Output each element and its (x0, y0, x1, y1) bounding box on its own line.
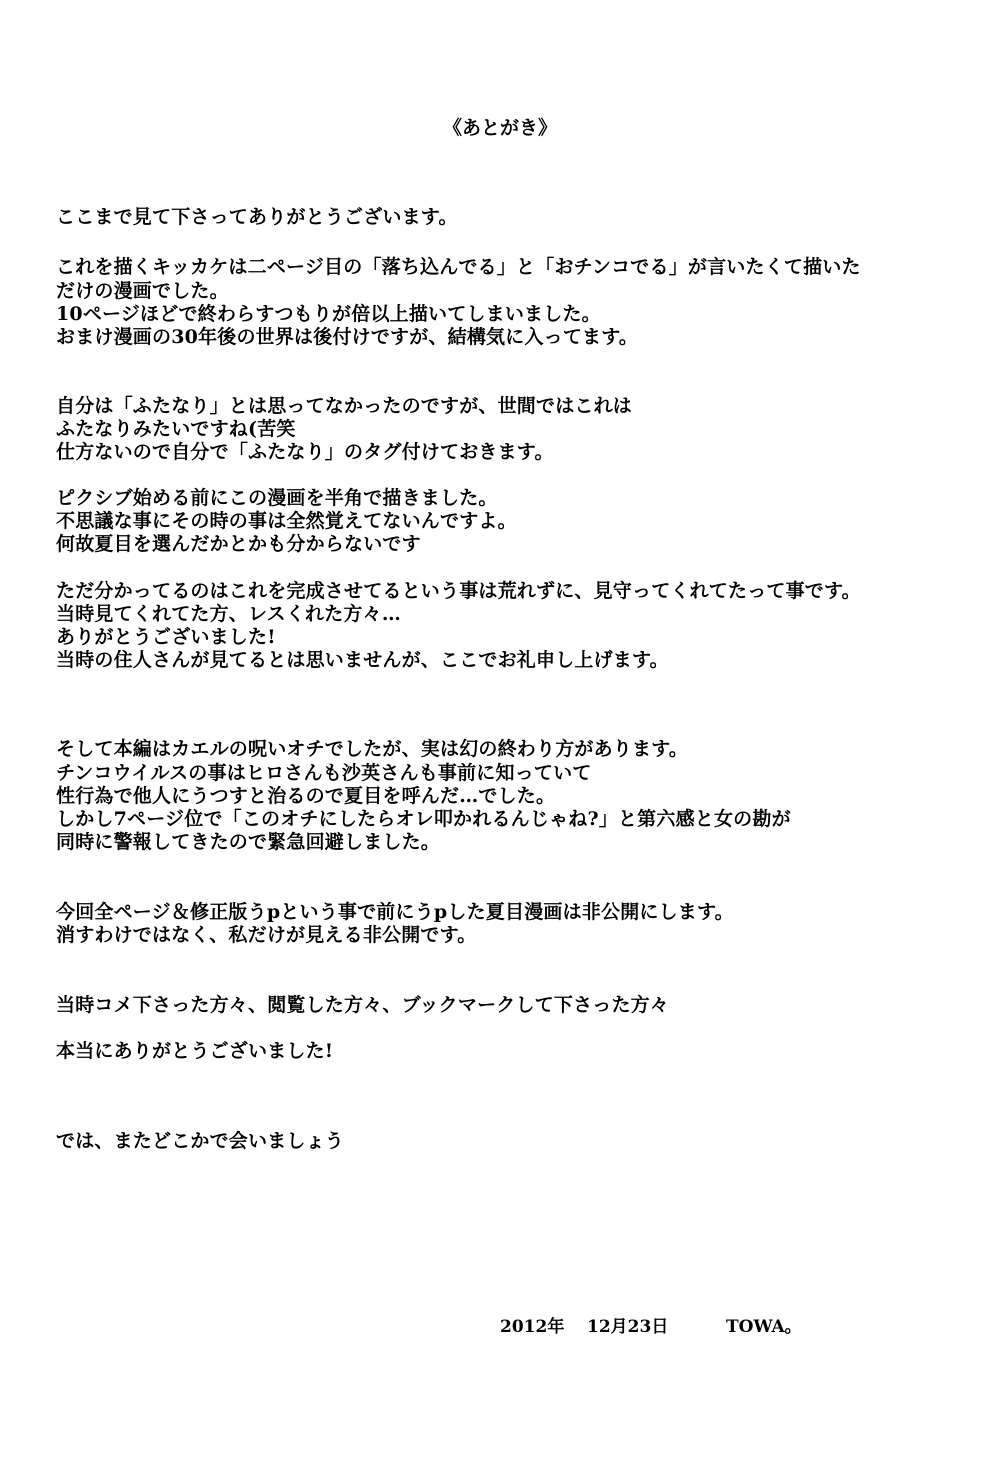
text-line: 10ページほどで終わらすつもりが倍以上描いてしまいました。 (56, 303, 601, 325)
text-line: そして本編はカエルの呪いオチでしたが、実は幻の終わり方があります。 (56, 738, 689, 760)
text-line: 何故夏目を選んだかとかも分からないです (56, 533, 421, 555)
text-line: 不思議な事にその時の事は全然覚えてないんですよ。 (56, 510, 517, 532)
text-line: 消すわけではなく、私だけが見える非公開です。 (56, 924, 477, 946)
text-line: では、またどこかで会いましょう (56, 1130, 345, 1152)
text-line: ただ分かってるのはこれを完成させてるという事は荒れずに、見守ってくれてたって事です。 (56, 580, 861, 602)
text-line: ピクシブ始める前にこの漫画を半角で描きました。 (56, 487, 498, 509)
text-line: しかし7ページ位で「このオチにしたらオレ叩かれるんじゃね?」と第六感と女の勘が (56, 808, 791, 830)
signature-author: TOWA。 (726, 1317, 802, 1337)
text-line: ありがとうございました! (56, 626, 276, 648)
text-line: 仕方ないので自分で「ふたなり」のタグ付けておきます。 (56, 441, 554, 463)
text-line: 当時コメ下さった方々、閲覧した方々、ブックマークして下さった方々 (56, 994, 670, 1016)
text-line: だけの漫画でした。 (56, 280, 229, 302)
text-line: おまけ漫画の30年後の世界は後付けですが、結構気に入ってます。 (56, 326, 639, 348)
afterword-title: 《あとがき》 (442, 117, 557, 139)
text-line: 当時見てくれてた方、レスくれた方々… (56, 603, 402, 625)
text-line: 自分は「ふたなり」とは思ってなかったのですが、世間ではこれは (56, 395, 633, 417)
text-line: ふたなりみたいですね(苦笑 (56, 418, 296, 440)
text-line: 当時の住人さんが見てるとは思いませんが、ここでお礼申し上げます。 (56, 649, 669, 671)
text-line: 性行為で他人にうつすと治るので夏目を呼んだ…でした。 (56, 785, 556, 807)
text-line: 本当にありがとうございました! (56, 1040, 334, 1062)
signature-date: 12月23日 (587, 1317, 669, 1337)
signature-year: 2012年 (500, 1317, 565, 1337)
text-line: 同時に警報してきたので緊急回避しました。 (56, 831, 441, 853)
text-line: これを描くキッカケは二ページ目の「落ち込んでる」と「おチンコでる」が言いたくて描いた (56, 256, 861, 278)
text-line: 今回全ページ＆修正版うpという事で前にうpした夏目漫画は非公開にします。 (56, 901, 734, 923)
text-line: チンコウイルスの事はヒロさんも沙英さんも事前に知っていて (56, 762, 592, 784)
text-line: ここまで見て下さってありがとうございます。 (56, 206, 458, 228)
